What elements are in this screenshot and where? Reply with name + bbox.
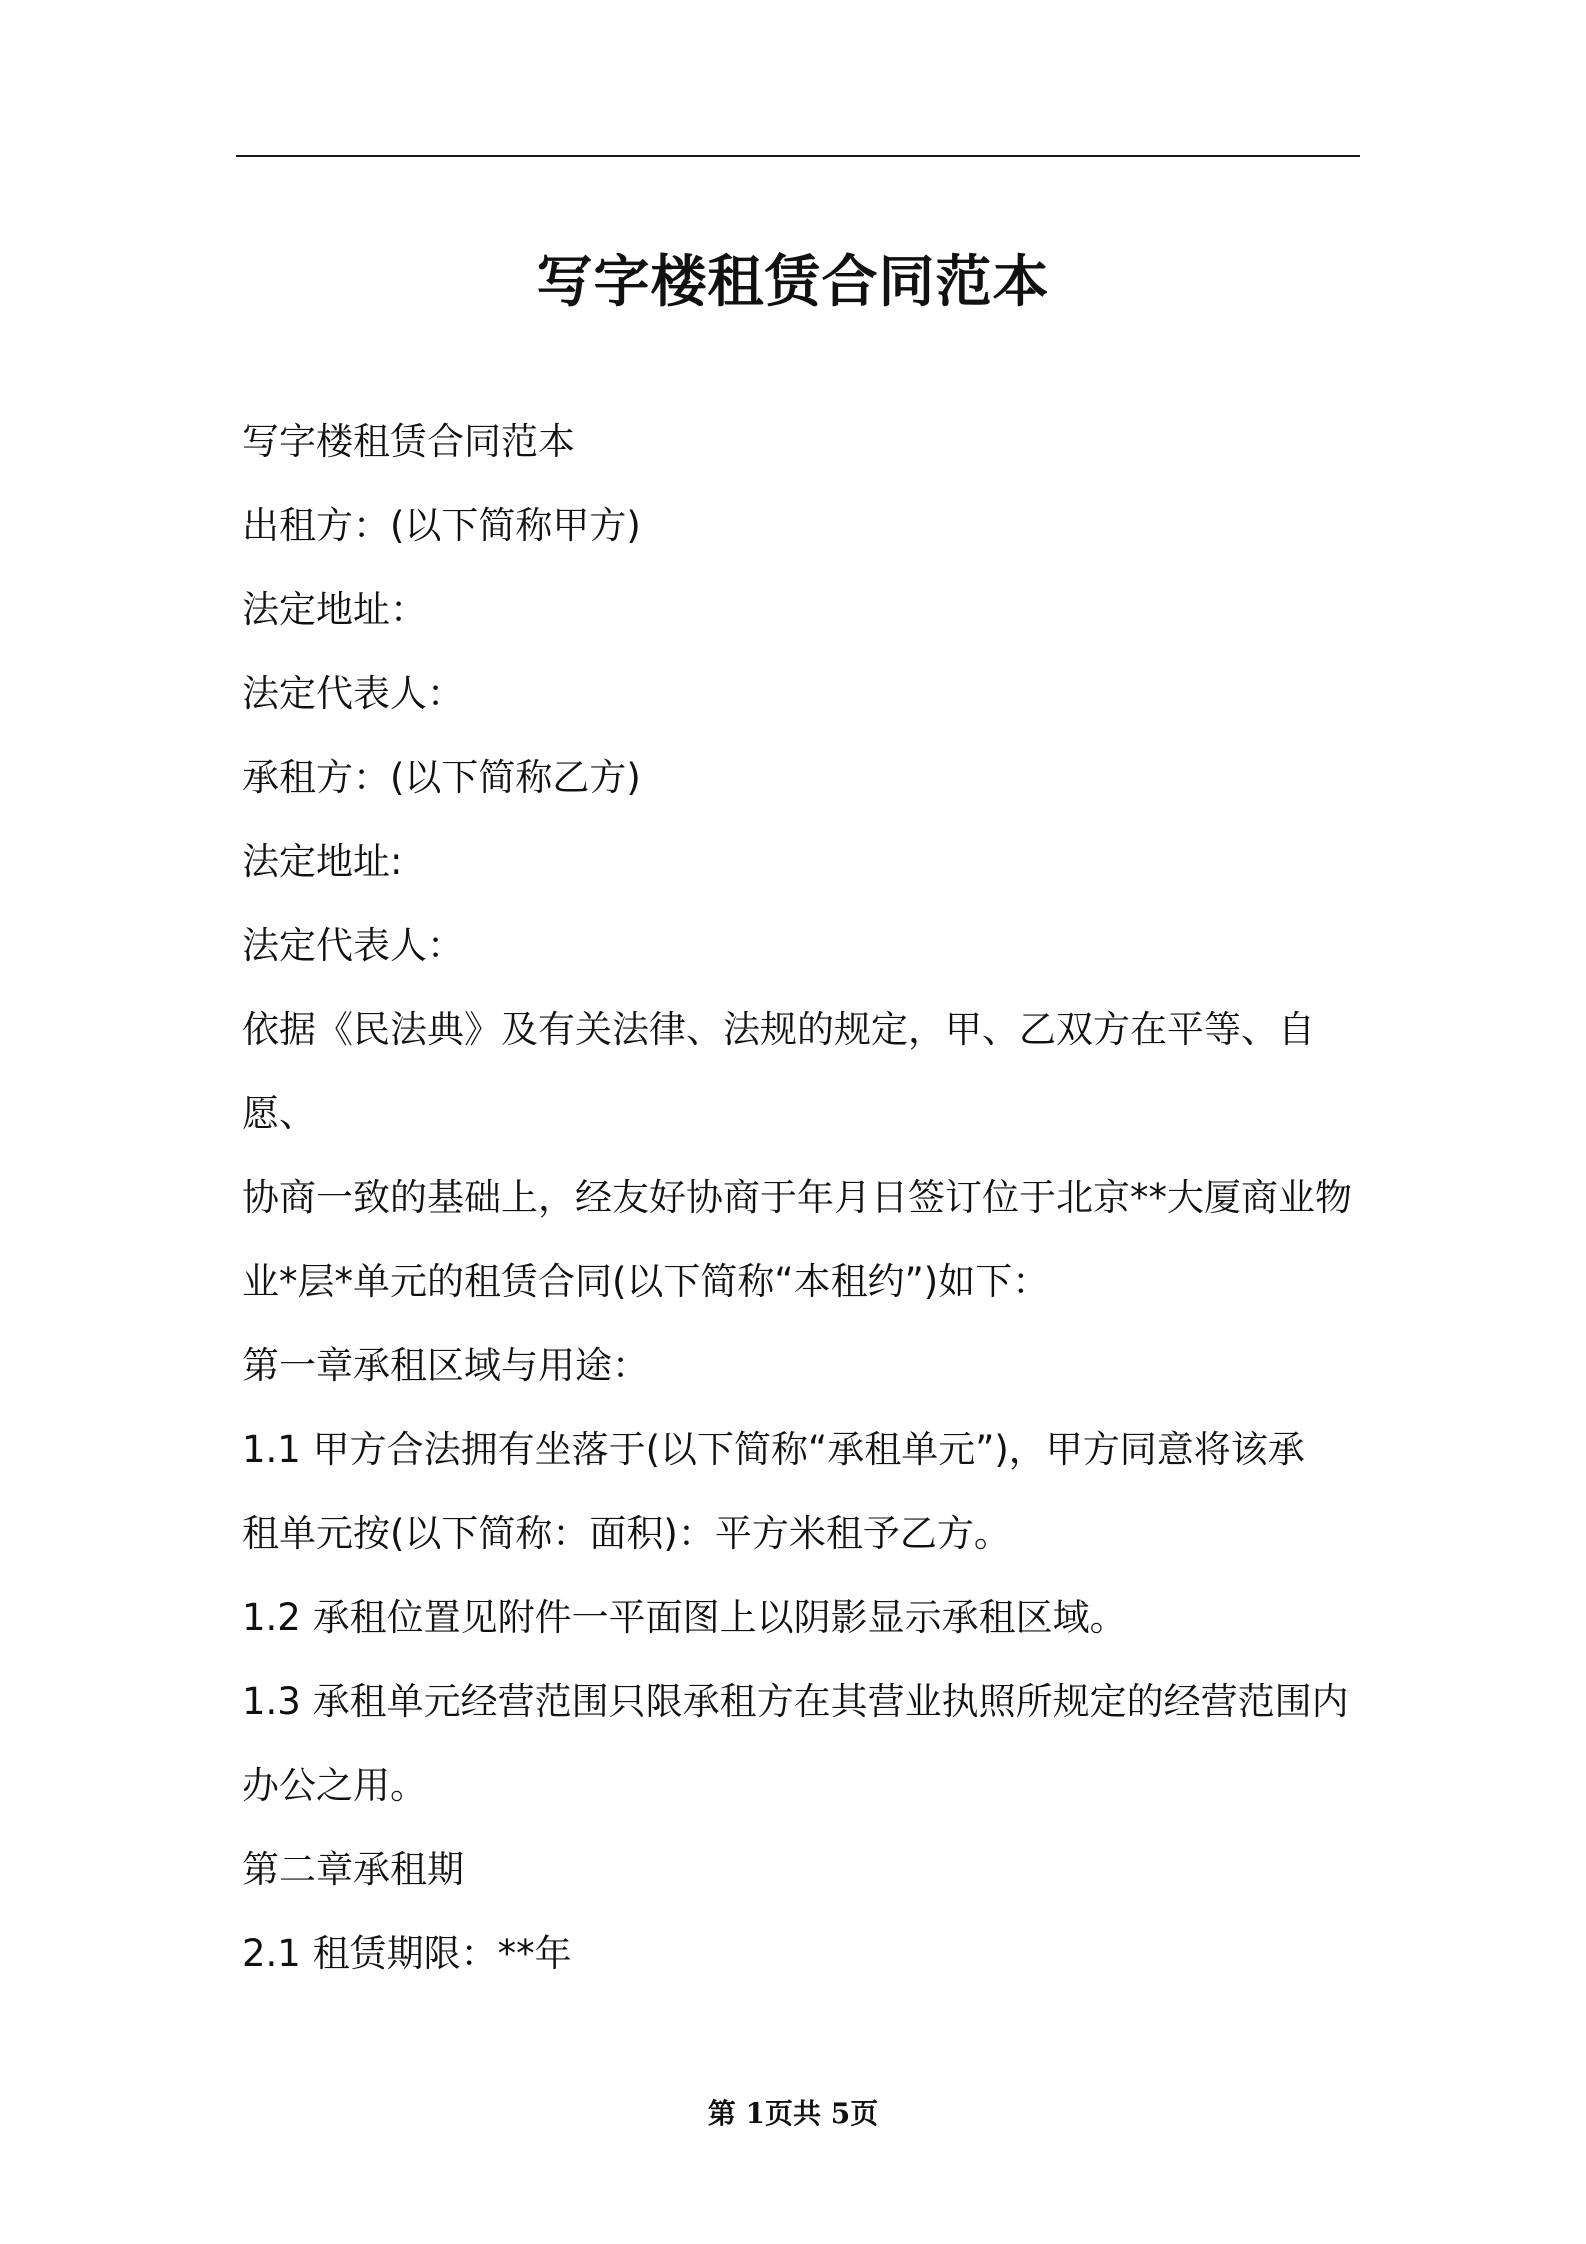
body-line: 租单元按(以下简称：面积)：平方米租予乙方。 xyxy=(242,1512,1011,1555)
body-line: 依据《民法典》及有关法律、法规的规定，甲、乙双方在平等、自愿、 xyxy=(242,1008,1315,1135)
body-line: 1.3 承租单元经营范围只限承租方在其营业执照所规定的经营范围内 xyxy=(242,1680,1349,1723)
body-line: 第一章承租区域与用途： xyxy=(242,1344,649,1387)
body-line: 办公之用。 xyxy=(242,1764,427,1807)
document-title: 写字楼租赁合同范本 xyxy=(536,249,1050,315)
body-line: 2.1 租赁期限：**年 xyxy=(242,1932,572,1975)
body-line: 法定代表人： xyxy=(242,924,464,967)
body-line: 法定代表人： xyxy=(242,672,464,715)
body-line: 1.1 甲方合法拥有坐落于(以下简称“承租单元”)，甲方同意将该承 xyxy=(242,1428,1305,1471)
header-rule xyxy=(236,155,1360,157)
body-line: 1.2 承租位置见附件一平面图上以阴影显示承租区域。 xyxy=(242,1596,1127,1639)
body-line: 协商一致的基础上，经友好协商于年月日签订位于北京**大厦商业物 xyxy=(242,1176,1352,1219)
body-line: 出租方：(以下简称甲方) xyxy=(242,504,641,547)
body-line: 业*层*单元的租赁合同(以下简称“本租约”)如下： xyxy=(242,1260,1050,1303)
page-number: 第 1页共 5页 xyxy=(707,2097,879,2130)
body-line: 法定地址: xyxy=(242,840,403,883)
body-line: 法定地址： xyxy=(242,588,427,631)
body-line: 写字楼租赁合同范本 xyxy=(242,420,575,463)
body-line: 第二章承租期 xyxy=(242,1848,464,1891)
body-line: 承租方：(以下简称乙方) xyxy=(242,756,641,799)
document-body xyxy=(242,400,1362,1996)
